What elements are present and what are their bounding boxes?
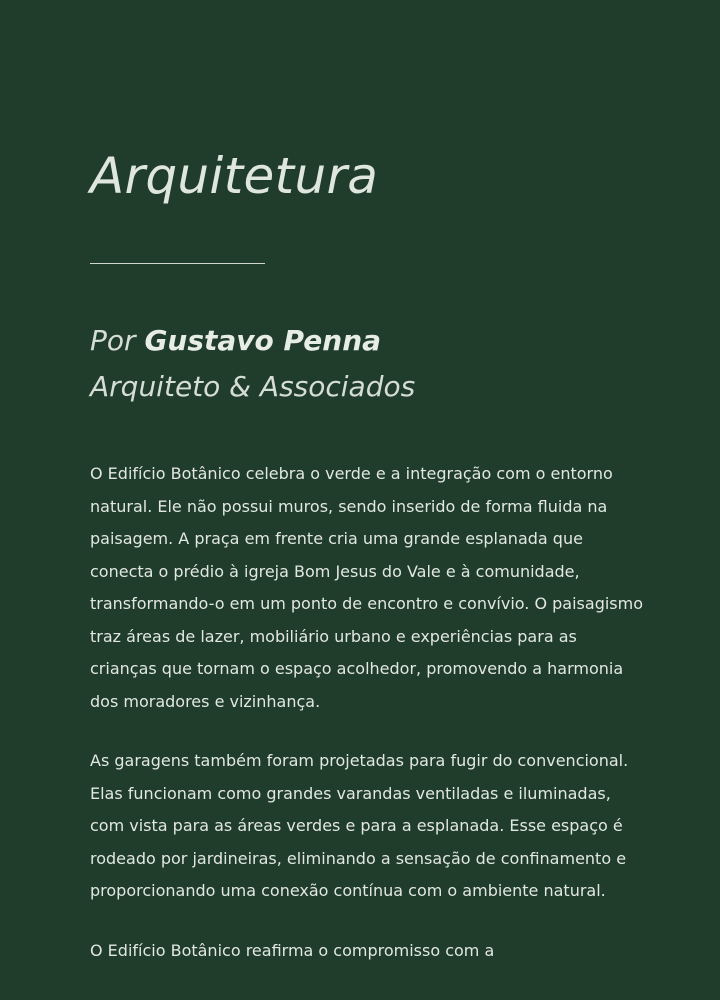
paragraph: O Edifício Botânico celebra o verde e a integração com o entorno natural. Ele não possui muros, sendo inserido de forma fluida na paisagem. A praça em frente cria uma grande esplanada que conecta o prédio à igreja Bom Jesus do Vale e à comunidade, transformando-o em um ponto de encontro e convívio. O paisagismo traz áreas de lazer, mobiliário urbano e experiências para as crianças que tornam o espaço acolhedor, promovendo a harmonia dos moradores e vizinhança. xyxy=(90,464,644,711)
byline-author-line xyxy=(90,318,415,364)
paragraph: As garagens também foram projetadas para fugir do convencional. Elas funcionam como grandes varandas ventiladas e iluminadas, com vista para as áreas verdes e para a esplanada. Esse espaço é rodeado por jardineiras, eliminando a sensação de confinamento e proporcionando uma conexão contínua com o ambiente natural. xyxy=(90,751,629,900)
section-title: Arquitetura xyxy=(90,147,379,205)
author-name: Gustavo Penna xyxy=(144,324,382,357)
byline xyxy=(90,318,415,410)
byline-prefix: Por xyxy=(90,324,136,357)
paragraph: O Edifício Botânico reafirma o compromisso com a xyxy=(90,940,495,960)
architecture-section xyxy=(90,0,650,1000)
title-divider xyxy=(90,263,265,264)
article-body xyxy=(90,458,646,994)
byline-firm: Arquiteto & Associados xyxy=(90,370,416,403)
